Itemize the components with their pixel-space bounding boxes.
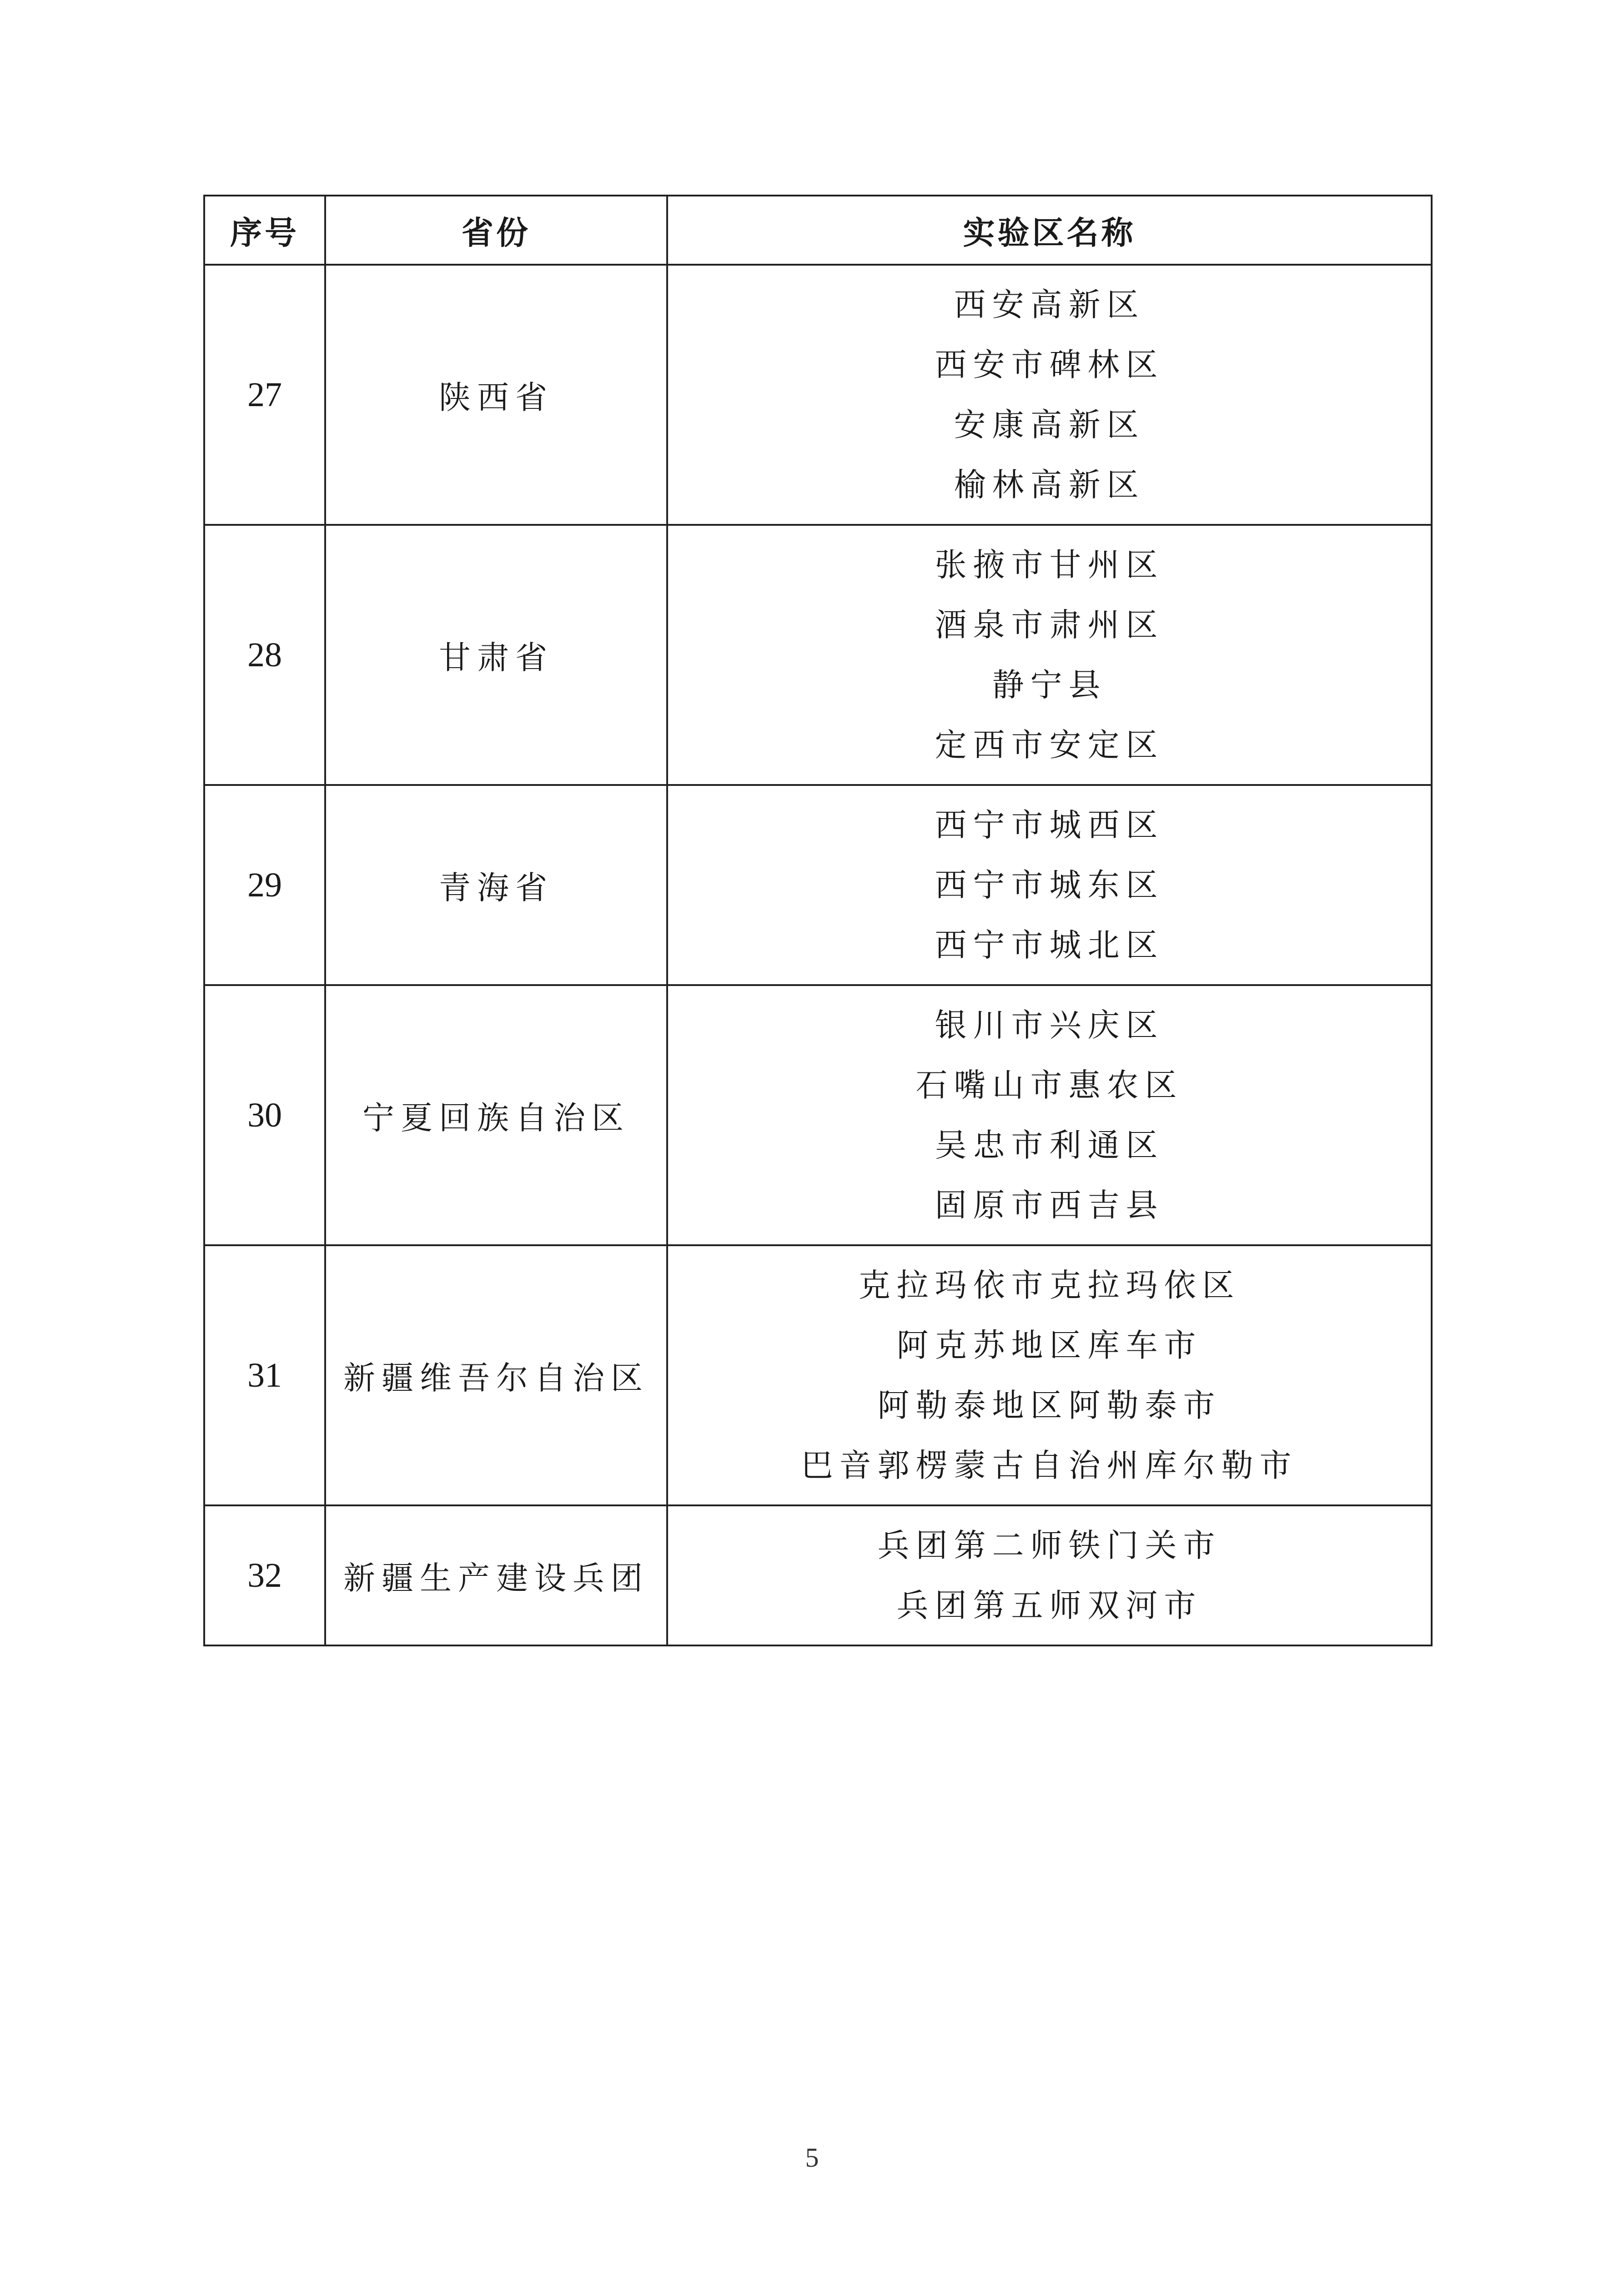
zone-name: 吴忠市利通区 <box>935 1127 1164 1164</box>
row-province: 青海省 <box>325 785 667 985</box>
row-zone-list <box>667 785 1432 985</box>
row-province: 宁夏回族自治区 <box>325 985 667 1245</box>
zone-name: 安康高新区 <box>954 406 1145 443</box>
zone-name: 酒泉市肃州区 <box>935 606 1164 644</box>
zone-name: 西宁市城西区 <box>935 806 1164 844</box>
zone-name: 银川市兴庆区 <box>935 1006 1164 1044</box>
zone-name: 阿克苏地区库车市 <box>896 1327 1202 1364</box>
row-zone-list <box>667 525 1432 785</box>
table-row <box>204 525 1432 785</box>
row-number: 30 <box>204 985 325 1245</box>
zone-name: 固原市西吉县 <box>935 1187 1164 1224</box>
row-number: 28 <box>204 525 325 785</box>
zone-name: 张掖市甘州区 <box>935 546 1164 584</box>
row-province: 新疆生产建设兵团 <box>325 1505 667 1645</box>
row-number: 31 <box>204 1245 325 1505</box>
zone-name: 榆林高新区 <box>954 466 1145 503</box>
header-province: 省份 <box>325 196 667 265</box>
table-row <box>204 265 1432 525</box>
pilot-zone-table <box>203 195 1433 1646</box>
zone-name: 兵团第五师双河市 <box>896 1587 1202 1624</box>
table-row <box>204 985 1432 1245</box>
zone-name: 西宁市城东区 <box>935 866 1164 904</box>
row-number: 32 <box>204 1505 325 1645</box>
row-zone-list <box>667 985 1432 1245</box>
zone-name: 克拉玛依市克拉玛依区 <box>858 1267 1241 1304</box>
header-zone-name: 实验区名称 <box>667 196 1432 265</box>
zone-name: 巴音郭楞蒙古自治州库尔勒市 <box>801 1447 1298 1484</box>
zone-name: 定西市安定区 <box>935 726 1164 764</box>
zone-name: 石嘴山市惠农区 <box>915 1067 1183 1104</box>
header-number: 序号 <box>204 196 325 265</box>
table-row <box>204 785 1432 985</box>
zone-name: 西安高新区 <box>954 286 1145 323</box>
zone-name: 兵团第二师铁门关市 <box>877 1527 1222 1564</box>
table-header-row <box>204 196 1432 265</box>
row-province: 甘肃省 <box>325 525 667 785</box>
row-number: 27 <box>204 265 325 525</box>
row-zone-list <box>667 1505 1432 1645</box>
zone-name: 静宁县 <box>992 666 1107 704</box>
row-province: 新疆维吾尔自治区 <box>325 1245 667 1505</box>
row-zone-list <box>667 1245 1432 1505</box>
table-row <box>204 1245 1432 1505</box>
zone-name: 西安市碑林区 <box>935 346 1164 383</box>
row-province: 陕西省 <box>325 265 667 525</box>
page-number: 5 <box>805 2143 819 2173</box>
zone-name: 西宁市城北区 <box>935 926 1164 964</box>
zone-name: 阿勒泰地区阿勒泰市 <box>877 1387 1222 1424</box>
row-number: 29 <box>204 785 325 985</box>
table-row <box>204 1505 1432 1645</box>
row-zone-list <box>667 265 1432 525</box>
